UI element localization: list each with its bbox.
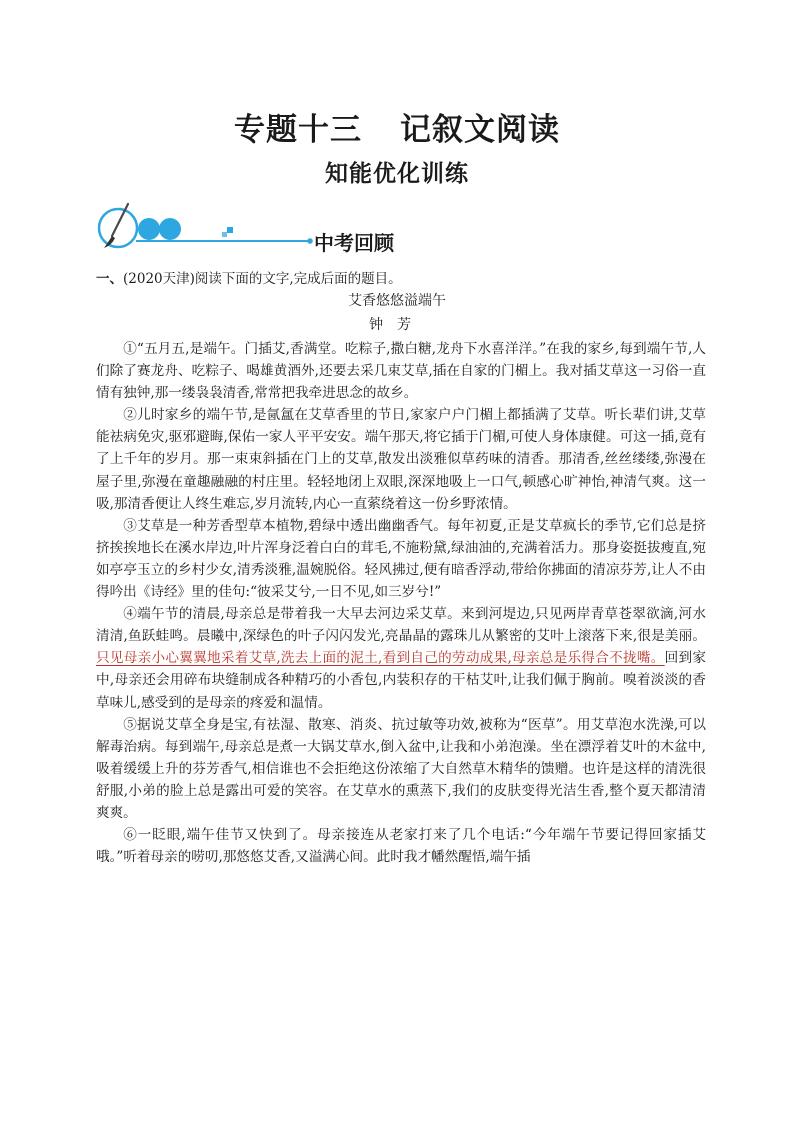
article-author: 钟芳 — [369, 317, 425, 333]
question-number: 一、 — [96, 271, 123, 287]
title-part-two: 记叙文阅读 — [400, 112, 560, 148]
question-prompt — [96, 267, 706, 287]
circle-icon — [307, 238, 313, 244]
paragraph-1: ①“五月五,是端午。门插艾,香满堂。吃粽子,撒白糖,龙舟下水喜洋洋。”在我的家乡,每到端午节,人们除了赛龙舟、吃粽子、喝雄黄酒外,还要去采几束艾草,插在自家的门楣上。我对插艾草这一习俗一直情有独钟,那一缕袅袅清香,常常把我牵进思念的故乡。 — [96, 341, 706, 402]
page-subtitle: 知能优化训练 — [325, 160, 469, 187]
question-text: (2020天津)阅读下面的文字,完成后面的题目。 — [123, 271, 402, 287]
section-label: 中考回顾 — [314, 231, 394, 255]
brush-icon — [99, 204, 137, 248]
circle-icon — [138, 218, 160, 240]
square-icon — [227, 227, 233, 233]
square-icon — [222, 232, 227, 237]
circle-icon — [159, 218, 181, 240]
paragraph-5: ⑤据说艾草全身是宝,有祛湿、散寒、消炎、抗过敏等功效,被称为“医草”。用艾草泡水洗澡,可以解毒治病。每到端午,母亲总是煮一大锅艾草水,倒入盆中,让我和小弟泡澡。坐在漂浮着艾叶的木盆中,吸着缓缓上升的芬芳香气,相信谁也不会拒绝这份浓缩了大自然草木精华的馈赠。也许是这样的清洗很舒服,小弟的脸上总是露出可爱的笑容。在艾草水的熏蒸下,我们的皮肤变得光洁生香,整个夏天都清清爽爽。 — [96, 716, 706, 821]
page-title — [0, 104, 794, 149]
paragraph-2: ②儿时家乡的端午节,是氤氲在艾草香里的节日,家家户户门楣上都插满了艾草。听长辈们讲,艾草能祛病免灾,驱邪避晦,保佑一家人平平安安。端午那天,将它插于门楣,可使人身体康健。可这一插,竟有了上千年的岁月。那一束束斜插在门上的艾草,散发出淡雅似草药味的清香。那清香,丝丝缕缕,弥漫在屋子里,弥漫在童趣融融的村庄里。轻轻地闭上双眼,深深地吸上一口气,顿感心旷神怡,神清气爽。这一吸,那清香便让人终生难忘,岁月流转,内心一直萦绕着这一份乡野浓情。 — [96, 407, 706, 512]
section-banner — [96, 200, 416, 260]
paragraph-6: ⑥一眨眼,端午佳节又快到了。母亲接连从老家打来了几个电话:“今年端午节要记得回家插艾哦。”听着母亲的唠叨,那悠悠艾香,又溢满心间。此时我才幡然醒悟,端午插 — [96, 827, 706, 866]
article-title: 艾香悠悠溢端午 — [348, 293, 446, 309]
highlighted-sentence: 只见母亲小心翼翼地采着艾草,洗去上面的泥土,看到自己的劳动成果,母亲总是乐得合不拢嘴。 — [96, 650, 665, 667]
paragraph-4: ④端午节的清晨,母亲总是带着我一大早去河边采艾草。来到河堤边,只见两岸青草苍翠欲滴,河水清清,鱼跃蛙鸣。晨曦中,深绿色的叶子闪闪发光,亮晶晶的露珠儿从繁密的艾叶上滚落下来,很是美丽。只见母亲小心翼翼地采着艾草,洗去上面的泥土,看到自己的劳动成果,母亲总是乐得合不拢嘴。回到家中,母亲还会用碎布块缝制成各种精巧的小香包,内装积存的干枯艾叶,让我们佩于胸前。嗅着淡淡的香草味儿,感受到的是母亲的疼爱和温情。 — [96, 606, 706, 711]
title-part-one: 专题十三 — [234, 112, 362, 148]
paragraph-3: ③艾草是一种芳香型草本植物,碧绿中透出幽幽香气。每年初夏,正是艾草疯长的季节,它们总是挤挤挨挨地长在溪水岸边,叶片浑身泛着白白的茸毛,不施粉黛,绿油油的,充满着活力。那身姿挺拔瘦直,宛如亭亭玉立的乡村少女,清秀淡雅,温婉脱俗。轻风拂过,便有暗香浮动,带给你拂面的清凉芬芳,让人不由得吟出《诗经》里的佳句:“彼采艾兮,一日不见,如三岁兮!” — [96, 517, 706, 601]
article-body — [96, 338, 706, 868]
